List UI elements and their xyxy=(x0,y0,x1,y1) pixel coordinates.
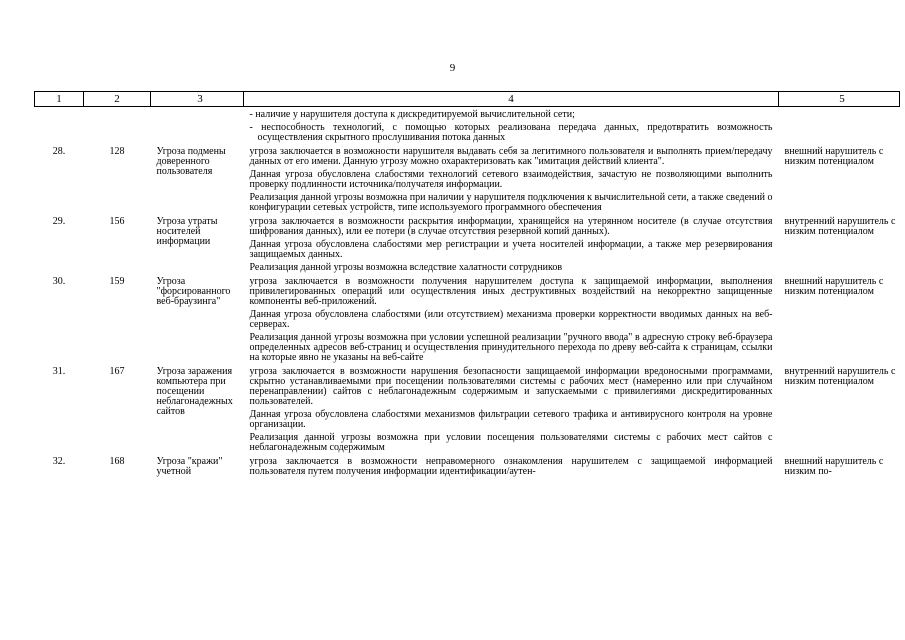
description-paragraph: Реализация данной угрозы возможна при наличии у нарушителя подключения к вычислительной сети, а также сведений о конфигурации сетевых устройств, типе используемого программного обеспечения xyxy=(249,192,773,213)
description-paragraph: угроза заключается в возможности получения нарушителем доступа к защищаемой информации, выполнения привилегированных операций или осуществления иных деструктивных воздействий на некорректно защищенные компоненты веб-приложений. xyxy=(249,276,773,307)
column-header-3: 3 xyxy=(151,92,244,107)
violator-type: внешний нарушитель с низким потенциалом xyxy=(784,276,884,297)
description-paragraph: Данная угроза обусловлена слабостями (или отсутствием) механизма проверки корректности вводимых данных на веб-серверах. xyxy=(249,309,773,330)
column-header-5: 5 xyxy=(779,92,900,107)
continuation-paragraph: - неспособность технологий, с помощью которых реализована передача данных, предотвратить возможность осуществления скрытного прослушивания потока данных xyxy=(249,122,773,143)
threat-name: Угроза утраты носителей информации xyxy=(156,216,218,247)
description-paragraph: Данная угроза обусловлена слабостями механизмов фильтрации сетевого трафика и антивирусного контроля на уровне организации. xyxy=(249,409,773,430)
continuation-paragraph: - наличие у нарушителя доступа к дискредитируемой вычислительной сети; xyxy=(249,109,575,120)
table-row xyxy=(35,146,900,216)
violator-type: внутренний нарушитель с низким потенциалом xyxy=(784,216,896,237)
description-paragraph: Данная угроза обусловлена слабостями технологий сетевого взаимодействия, зачастую не позволяющими выполнить проверку подлинности источника/получателя информации. xyxy=(249,169,773,190)
description-paragraph: угроза заключается в возможности нарушения безопасности защищаемой информации вредоносными программами, скрытно устанавливаемыми при посещении пользователями системы с рабочих мест (намеренно или при случайном перенаправлении) сайтов с неблагонадежным содержимым и запускаемыми с привилегиями дискредитированных пользователей. xyxy=(249,366,773,407)
description-paragraph: Реализация данной угрозы возможна при условии успешной реализации "ручного ввода" в адресную строку веб-браузера определенных адресов веб-страниц и осуществления принудительного перехода по древу веб-сайта к страницам, ссылки на которые явно не указаны на веб-сайте xyxy=(249,332,773,363)
threat-description xyxy=(244,366,779,456)
column-header-4: 4 xyxy=(244,92,779,107)
threat-id: 167 xyxy=(109,366,125,377)
description-paragraph: угроза заключается в возможности раскрытия информации, хранящейся на утерянном носителе (в случае отсутствия шифрования данных), или ее потери (в случае отсутствия резервной копий данных). xyxy=(249,216,773,237)
threat-id: 128 xyxy=(109,146,125,157)
threat-name: Угроза подмены доверенного пользователя xyxy=(156,146,226,177)
threat-name: Угроза "кражи" учетной xyxy=(156,456,223,477)
threat-name: Угроза заражения компьютера при посещении неблагонадежных сайтов xyxy=(156,366,233,417)
threat-name: Угроза "форсированного веб-браузинга" xyxy=(156,276,231,307)
threat-id: 156 xyxy=(109,216,125,227)
row-number: 28. xyxy=(52,146,66,157)
row-number: 30. xyxy=(52,276,66,287)
description-paragraph: Данная угроза обусловлена слабостями мер регистрации и учета носителей информации, а также мер резервирования защищаемых данных. xyxy=(249,239,773,260)
row-number: 29. xyxy=(52,216,66,227)
threat-description xyxy=(244,216,779,276)
table-row xyxy=(35,276,900,366)
column-header-1: 1 xyxy=(35,92,84,107)
violator-type: внутренний нарушитель с низким потенциалом xyxy=(784,366,896,387)
row-number: 32. xyxy=(52,456,66,467)
threat-description xyxy=(244,456,779,480)
page-number: 9 xyxy=(449,62,456,74)
description-paragraph: Реализация данной угрозы возможна при условии посещения пользователями системы с рабочих мест сайтов с неблагонадежным содержимым xyxy=(249,432,773,453)
continuation-row xyxy=(35,107,900,147)
violator-type: внешний нарушитель с низким по- xyxy=(784,456,884,477)
threat-id: 159 xyxy=(109,276,125,287)
violator-type: внешний нарушитель с низким потенциалом xyxy=(784,146,884,167)
description-paragraph: угроза заключается в возможности нарушителя выдавать себя за легитимного пользователя и выполнять прием/передачу данных от его имени. Данную угрозу можно охарактеризовать как "имитация действий клиента". xyxy=(249,146,773,167)
description-paragraph: угроза заключается в возможности неправомерного ознакомления нарушителем с защищаемой информацией пользователя путем получения информации идентификации/аутен- xyxy=(249,456,773,477)
table-header-row xyxy=(35,92,900,107)
threat-description xyxy=(244,146,779,216)
row-number: 31. xyxy=(52,366,66,377)
threat-table xyxy=(34,91,900,480)
threat-id: 168 xyxy=(109,456,125,467)
threat-description xyxy=(244,276,779,366)
column-header-2: 2 xyxy=(84,92,151,107)
table-row xyxy=(35,216,900,276)
table-row xyxy=(35,456,900,480)
description-paragraph: Реализация данной угрозы возможна вследствие халатности сотрудников xyxy=(249,262,563,273)
table-row xyxy=(35,366,900,456)
